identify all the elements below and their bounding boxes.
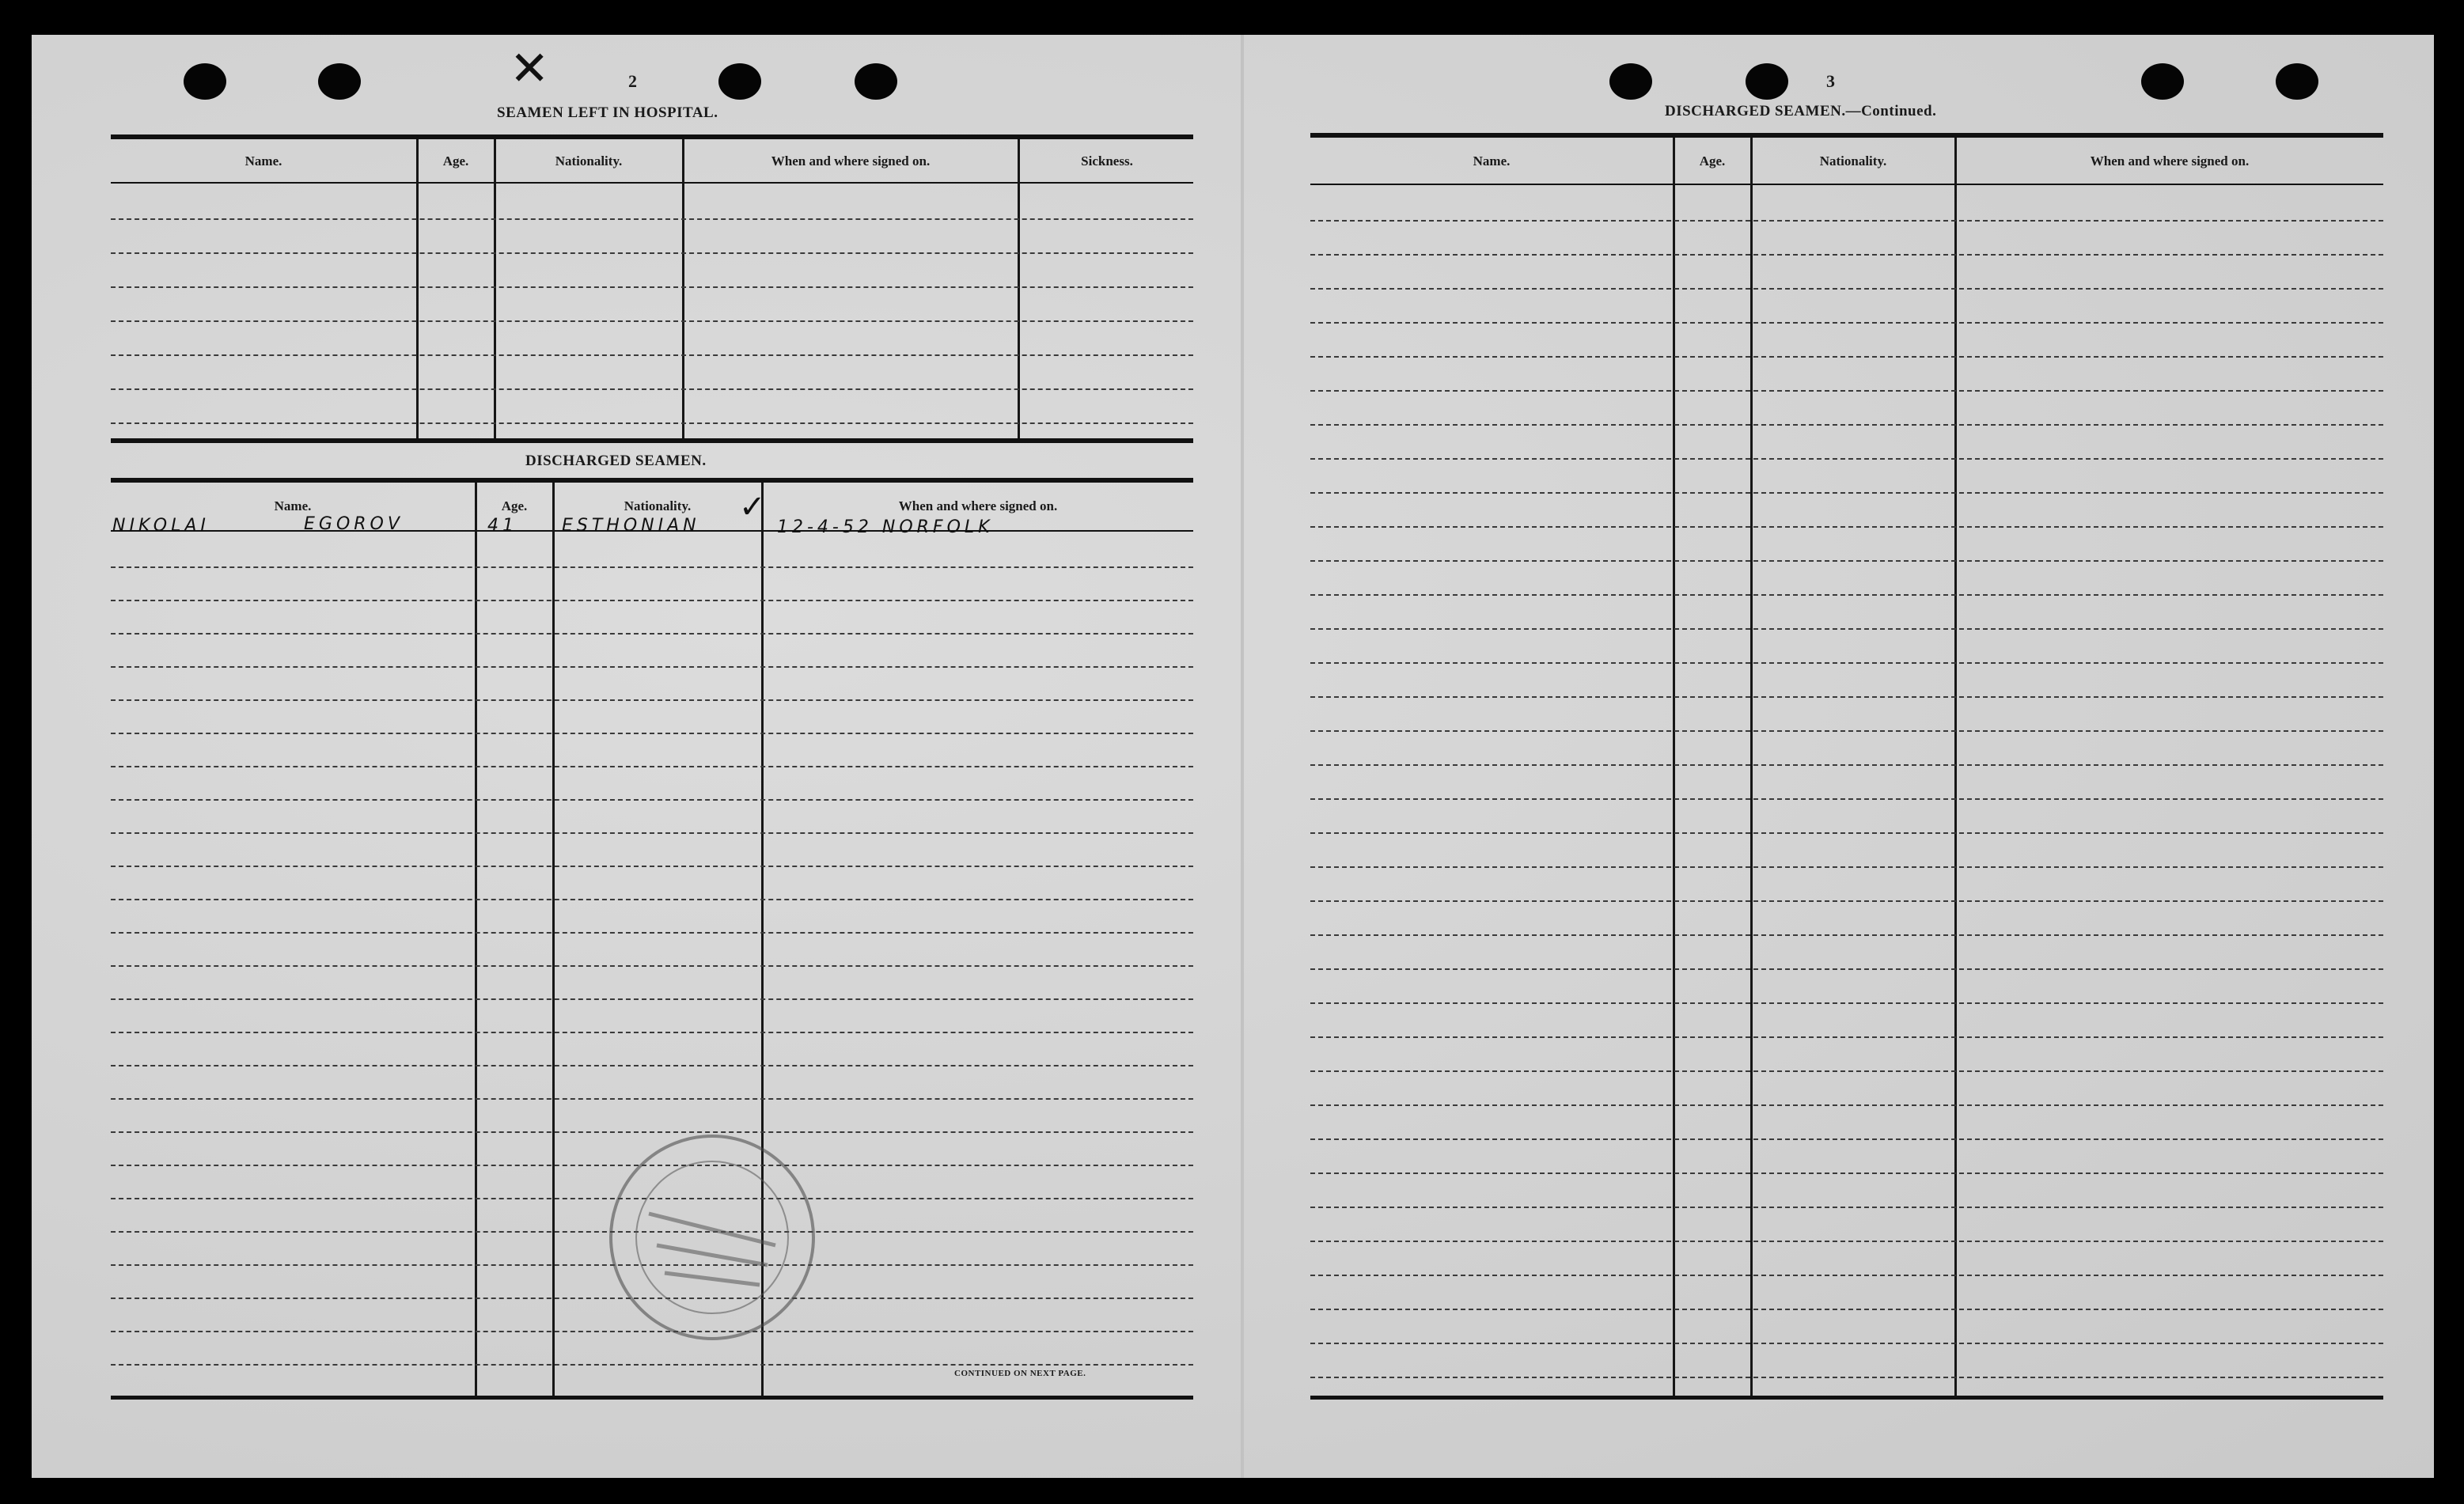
right-header-name: Name.: [1473, 153, 1511, 169]
right-header-signed-on: When and where signed on.: [2090, 153, 2250, 169]
hospital-header-sickness: Sickness.: [1081, 153, 1133, 169]
discharged-header-age: Age.: [501, 498, 528, 513]
seaman-nationality: ESTHONIAN: [562, 516, 700, 536]
hospital-column-divider: [494, 139, 496, 438]
hospital-header-name: Name.: [245, 153, 282, 169]
hospital-column-divider: [416, 139, 419, 438]
document-sheet: [32, 35, 2434, 1478]
seaman-age: 41: [487, 516, 517, 536]
discharged-top-rule: [111, 438, 1193, 443]
hospital-column-divider: [1018, 139, 1020, 438]
right-bottom-rule: [1310, 1396, 2383, 1400]
hospital-top-rule: [111, 134, 1193, 139]
seaman-last-name: EGOROV: [304, 514, 404, 534]
punch-hole: [1746, 63, 1788, 100]
hospital-header-signed-on: When and where signed on.: [771, 153, 931, 169]
handwritten-x-mark: ✕: [510, 41, 550, 97]
seaman-first-name: NIKOLAI: [112, 516, 210, 536]
punch-hole: [2141, 63, 2184, 100]
punch-hole: [184, 63, 226, 100]
seaman-signed-on: 12-4-52 NORFOLK: [777, 517, 994, 537]
hospital-header-nationality: Nationality.: [555, 153, 623, 169]
page-fold: [1241, 35, 1244, 1478]
discharged-section-title: DISCHARGED SEAMEN.: [525, 453, 707, 469]
punch-hole: [318, 63, 361, 100]
right-header-rule: [1310, 184, 2383, 185]
hospital-header-rule: [111, 182, 1193, 184]
circular-stamp: [601, 1127, 823, 1348]
right-header-nationality: Nationality.: [1819, 153, 1887, 169]
hospital-header-age: Age.: [442, 153, 469, 169]
continued-section-title: DISCHARGED SEAMEN.—Continued.: [1665, 103, 1937, 119]
punch-hole: [2276, 63, 2318, 100]
discharged-column-divider: [475, 483, 477, 1396]
left-page-number: 2: [628, 71, 637, 91]
punch-hole: [1609, 63, 1652, 100]
left-bottom-rule: [111, 1396, 1193, 1400]
discharged-header-name: Name.: [274, 498, 312, 513]
right-top-rule: [1310, 133, 2383, 138]
punch-hole: [855, 63, 897, 100]
discharged-column-divider: [552, 483, 555, 1396]
discharged-header-signed-on: When and where signed on.: [898, 498, 1058, 513]
hospital-column-divider: [682, 139, 684, 438]
right-page-number: 3: [1826, 71, 1835, 91]
discharged-title-rule: [111, 478, 1193, 483]
punch-hole: [718, 63, 761, 100]
right-header-age: Age.: [1699, 153, 1726, 169]
continued-note: CONTINUED ON NEXT PAGE.: [954, 1369, 1086, 1378]
hospital-section-title: SEAMEN LEFT IN HOSPITAL.: [497, 104, 718, 121]
check-mark-icon: ✓: [739, 489, 766, 525]
discharged-header-nationality: Nationality.: [624, 498, 692, 513]
